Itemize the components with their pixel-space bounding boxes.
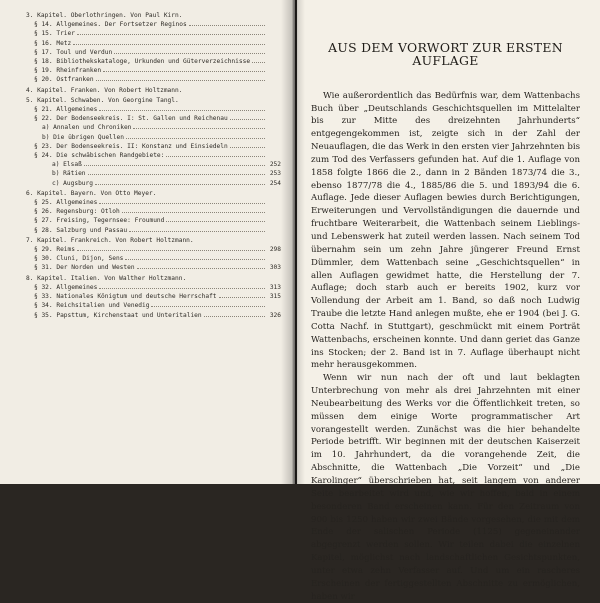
toc-leader-dots [219, 292, 265, 298]
toc-leader-dots [77, 29, 265, 35]
toc-leader-dots [95, 179, 265, 185]
toc-entry-text: § 16. Metz [34, 39, 72, 47]
toc-leader-dots [129, 226, 265, 232]
toc-entry-text: § 24. Die schwäbischen Randgebiete: [34, 152, 165, 160]
toc-entry [26, 301, 281, 310]
toc-entry-text: § 27. Freising, Tegernsee: Froumund [34, 217, 165, 225]
toc-entry [26, 245, 281, 254]
toc-leader-dots [99, 105, 265, 111]
toc-page-number: 313 [269, 283, 281, 291]
toc-entry-text: c) Augsburg [52, 179, 93, 187]
toc-leader-dots [84, 160, 265, 166]
toc-page-number: 303 [269, 264, 281, 272]
toc-leader-dots [99, 198, 265, 204]
toc-entry [26, 57, 281, 66]
toc-entry [26, 39, 281, 48]
toc-entry-text: § 17. Toul und Verdun [34, 48, 113, 56]
toc-entry-text: § 25. Allgemeines [34, 199, 98, 207]
toc-entry-text: a) Elsaß [52, 161, 82, 169]
toc-entry [26, 311, 281, 320]
preface-paragraph-2: Wenn wir nun nach der oft und laut beklagten Unterbrechung von mehr als drei Jahrzehnten mit einer Neubearbeitung des Werks vor die Öffentlichkeit treten, so müssen dem einige Worte programmatischer Art vorangestellt werden. Zunächst was die hier behandelte Periode betrifft. Wir beginnen mit der deutschen Kaiserzeit im 10. Jahrhundert, da die vorangehende Zeit, die Abschnitte, die Wattenbach „Die Vorzeit“ und „Die Karolinger“ überschrieben hat, seit langem von anderer Seite bearbeitet wird und, wie wir hoffen, bald in einem besonderen Band erscheinen kann. Für den Zeitraum von 900 bis 1250 haben wir zwei Bände vorgesehen, die mit dem Ende der salischen Periode (1125) gegeneinander abgegrenzt werden sollen. Wir teilen dabei die einzelnen Kapitel, möglichst nach landschaftlichen Gesichtspunkten, unter etwa zehn Verfasser auf. Und um ein rascheres Erscheinen der fertiggestellten Abschnitte zu ermöglichen, haben wir [311, 373, 580, 602]
toc-entry [26, 151, 281, 160]
toc-leader-dots [122, 207, 265, 213]
toc-leader-dots [151, 301, 265, 307]
toc-leader-dots [230, 114, 265, 120]
toc-entry [26, 114, 281, 123]
toc-chapter [26, 12, 281, 20]
toc-entry [26, 216, 281, 225]
preface-page [297, 0, 600, 602]
toc-page-number: 253 [269, 170, 281, 178]
toc-entry [26, 142, 281, 151]
toc-entry [26, 20, 281, 29]
toc-leader-dots [96, 75, 265, 81]
toc-leader-dots [77, 245, 265, 251]
toc-entry-text: § 22. Der Bodenseekreis. I: St. Gallen und Reichenau [34, 115, 228, 123]
toc-entry-text: § 31. Der Norden und Westen [34, 264, 135, 272]
toc-leader-dots [73, 39, 265, 45]
toc-entry-text: 7. Kapitel. Frankreich. Von Robert Holtzmann. [26, 236, 194, 244]
toc-chapter [26, 87, 281, 95]
toc-entry-text: § 28. Salzburg und Passau [34, 226, 128, 234]
toc-leader-dots [204, 311, 265, 317]
toc-entry [26, 169, 281, 178]
toc-entry-text: § 15. Trier [34, 30, 75, 38]
toc-entry-text: 3. Kapitel. Oberlothringen. Von Paul Kirn. [26, 12, 183, 19]
toc-entry [26, 179, 281, 188]
toc-entry-text: § 30. Cluni, Dijon, Sens [34, 255, 124, 263]
toc-entry-text: § 23. Der Bodenseekreis. II: Konstanz und Einsiedeln [34, 142, 228, 150]
table-of-contents-page [0, 0, 295, 484]
toc-leader-dots [189, 20, 265, 26]
toc-entry-text: 6. Kapitel. Bayern. Von Otto Meyer. [26, 189, 157, 197]
toc-entry-text: 8. Kapitel. Italien. Von Walther Holtzmann. [26, 274, 187, 282]
toc-chapter [26, 190, 281, 198]
toc-entry [26, 133, 281, 142]
toc-leader-dots [137, 263, 265, 269]
toc-entry [26, 105, 281, 114]
toc-page-number: 298 [269, 246, 281, 254]
toc-leader-dots [166, 216, 265, 222]
toc-entry [26, 198, 281, 207]
toc-leader-dots [166, 151, 265, 157]
toc-leader-dots [230, 142, 265, 148]
toc-entry-text: a) Annalen und Chroniken [42, 124, 132, 132]
toc-entry [26, 263, 281, 272]
toc-chapter [26, 237, 281, 245]
toc-entry [26, 160, 281, 169]
toc-entry [26, 226, 281, 235]
toc-chapter [26, 97, 281, 105]
toc-entry-text: § 18. Bibliothekskataloge, Urkunden und Güterverzeichnisse [34, 58, 251, 66]
toc-leader-dots [252, 57, 265, 63]
toc-entry-text: § 21. Allgemeines [34, 106, 98, 114]
toc-entry [26, 48, 281, 57]
toc-entry [26, 29, 281, 38]
toc-entry-text: 5. Kapitel. Schwaben. Von Georgine Tangl. [26, 96, 179, 104]
toc-entry [26, 283, 281, 292]
toc-entry [26, 207, 281, 216]
toc-entry-text: § 33. Nationales Königtum und deutsche Herrschaft [34, 293, 217, 301]
toc-leader-dots [126, 133, 265, 139]
toc-entry [26, 123, 281, 132]
toc-page-number: 315 [269, 293, 281, 301]
toc-leader-dots [103, 66, 265, 72]
toc-entry-text: § 20. Ostfranken [34, 76, 94, 84]
toc-leader-dots [88, 169, 265, 175]
toc-entry-text: § 32. Allgemeines [34, 283, 98, 291]
toc-page-number: 252 [269, 161, 281, 169]
toc-leader-dots [133, 123, 265, 129]
toc-entry [26, 75, 281, 84]
toc-leader-dots [125, 254, 265, 260]
toc-entry-text: b) Rätien [52, 170, 86, 178]
toc-entry-text: b) Die übrigen Quellen [42, 133, 124, 141]
toc-entry-text: § 29. Reims [34, 246, 75, 254]
toc-page-number: 326 [269, 311, 281, 319]
toc-chapter [26, 275, 281, 283]
toc-leader-dots [114, 48, 265, 54]
toc-entry-text: § 26. Regensburg: Otloh [34, 208, 120, 216]
toc-entry [26, 292, 281, 301]
preface-paragraph-1: Wie außerordentlich das Bedürfnis war, dem Wattenbachs Buch über „Deutschlands Geschichtsquellen im Mittelalter bis zur Mitte des dreizehnten Jahrhunderts“ entgegengekommen ist, zeigte sich in der Zahl der Neuauflagen, die das Werk in den ersten vier Jahrzehnten bis zum Tod des Verfassers gefunden hat. Auf die 1. Auflage von 1858 folgte 1866 die 2., dann in 2 Bänden 1873/74 die 3., ebenso 1877/78 die 4., 1885/86 die 5. und 1893/94 die 6. Auflage. Jede dieser Auflagen bewies durch Berichtigungen, Erweiterungen und Vervollständigungen die dauernde und fruchtbare Weiterarbeit, die Wattenbach seinem Lieblings- und Lebenswerk hat zuteil werden lassen. Nach seinem Tod übernahm sein um zehn Jahre jüngerer Freund Ernst Dümmler, dem Wattenbach seine „Geschichtsquellen“ in allen Auflagen gewidmet hatte, die Herstellung der 7. Auflage; doch starb auch er bereits 1902, kurz vor Vollendung der Arbeit am 1. Band, so daß noch Ludwig Traube die letzte Hand anlegen mußte, ehe er 1904 (bei J. G. Cotta Nachf. in Stuttgart), geschmückt mit einem Porträt Wattenbachs, erscheinen konnte. Und dann geriet das Ganze ins Stocken; der 2. Band ist in 7. Auflage überhaupt nicht mehr herausgekommen. [311, 90, 580, 371]
preface-title: AUS DEM VORWORT ZUR ERSTEN AUFLAGE [328, 40, 563, 68]
toc-leader-dots [99, 283, 265, 289]
toc-entry [26, 254, 281, 263]
toc-entry-text: 4. Kapitel. Franken. Von Robert Holtzmann. [26, 86, 183, 94]
toc-entry-text: § 14. Allgemeines. Der Fortsetzer Reginos [34, 21, 187, 29]
toc-page-number: 254 [269, 179, 281, 187]
toc-entry [26, 66, 281, 75]
toc-entry-text: § 35. Papsttum, Kirchenstaat und Unteritalien [34, 311, 202, 319]
toc-entry-text: § 34. Reichsitalien und Venedig [34, 302, 150, 310]
toc-entry-text: § 19. Rheinfranken [34, 67, 102, 75]
